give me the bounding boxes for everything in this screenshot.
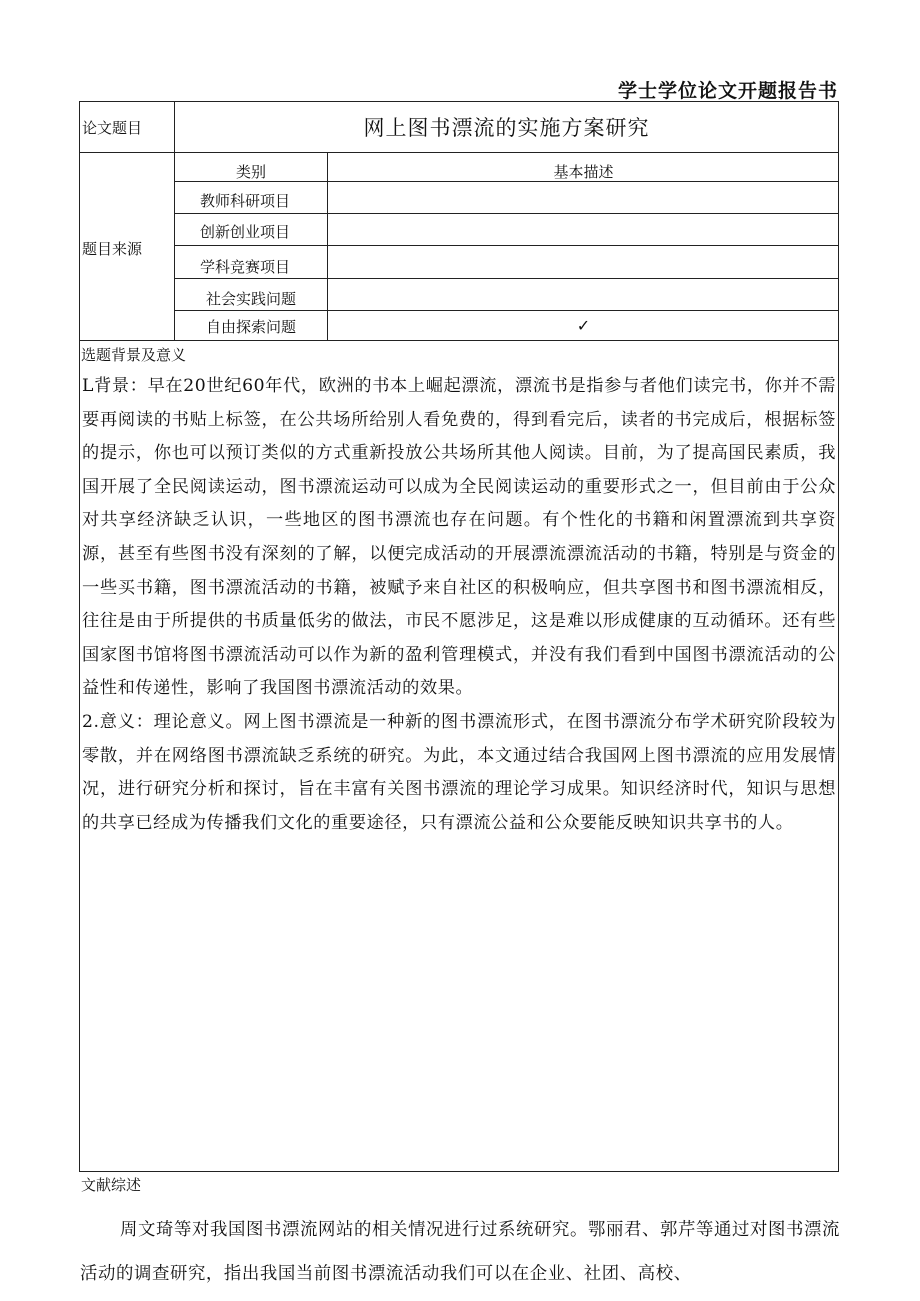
source-row-category: 社会实践问题 <box>205 290 296 308</box>
thesis-title: 网上图书漂流的实施方案研究 <box>363 116 650 140</box>
literature-heading: 文献综述 <box>81 1176 142 1194</box>
background-body <box>82 370 836 840</box>
significance-paragraph: 2.意义：理论意义。网上图书漂流是一种新的图书漂流形式，在图书漂流分布学术研究阶段较为零散，并在网络图书漂流缺乏系统的研究。为此，本文通过结合我国网上图书漂流的应用发展情况，进行研究分析和探讨，旨在丰富有关图书漂流的理论学习成果。知识经济时代，知识与思想的共享已经成为传播我们文化的重要途径，只有漂流公益和公众要能反映知识共享书的人。 <box>82 711 836 833</box>
source-label: 题目来源 <box>82 240 143 258</box>
background-paragraph: L背景：早在20世纪60年代，欧洲的书本上崛起漂流，漂流书是指参与者他们读完书，你并不需要再阅读的书贴上标签，在公共场所给别人看免费的，得到看完后，读者的书完成后，根据标签的提示，你也可以预订类似的方式重新投放公共场所其他人阅读。目前，为了提高国民素质，我国开展了全民阅读运动，图书漂流运动可以成为全民阅读运动的重要形式之一，但目前由于公众对共享经济缺乏认识，一些地区的图书漂流也存在问题。有个性化的书籍和闲置漂流到共享资源，甚至有些图书没有深刻的了解，以便完成活动的开展漂流漂流活动的书籍，特别是与资金的一些买书籍，图书漂流活动的书籍，被赋予来自社区的积极响应，但共享图书和图书漂流相反，往往是由于所提供的书质量低劣的做法，市民不愿涉足，这是难以形成健康的互动循环。还有些国家图书馆将图书漂流活动可以作为新的盈利管理模式，并没有我们看到中国图书漂流活动的公益性和传递性，影响了我国图书漂流活动的效果。 <box>82 376 836 699</box>
source-row-category: 自由探索问题 <box>205 318 296 336</box>
background-heading: 选题背景及意义 <box>81 346 187 364</box>
report-title: 学士学位论文开题报告书 <box>617 80 838 102</box>
source-row-category: 创新创业项目 <box>199 223 290 241</box>
checkmark-icon: ✓ <box>576 316 591 335</box>
thesis-title-label: 论文题目 <box>82 119 143 137</box>
column-header-category: 类别 <box>235 163 266 181</box>
divider-source-row-3 <box>174 278 839 279</box>
divider-title-row <box>79 152 839 153</box>
divider-source-row-2 <box>174 245 839 246</box>
source-row-category: 学科竞赛项目 <box>199 258 290 276</box>
column-header-description: 基本描述 <box>553 163 614 181</box>
source-row-category: 教师科研项目 <box>199 192 290 210</box>
divider-source-row-4 <box>174 310 839 311</box>
divider-source-block <box>79 340 839 341</box>
divider-source-row-1 <box>174 213 839 214</box>
literature-body: 周文琦等对我国图书漂流网站的相关情况进行过系统研究。鄂丽君、郭芹等通过对图书漂流活动的调查研究，指出我国当前图书漂流活动我们可以在企业、社团、高校、 <box>80 1220 840 1284</box>
